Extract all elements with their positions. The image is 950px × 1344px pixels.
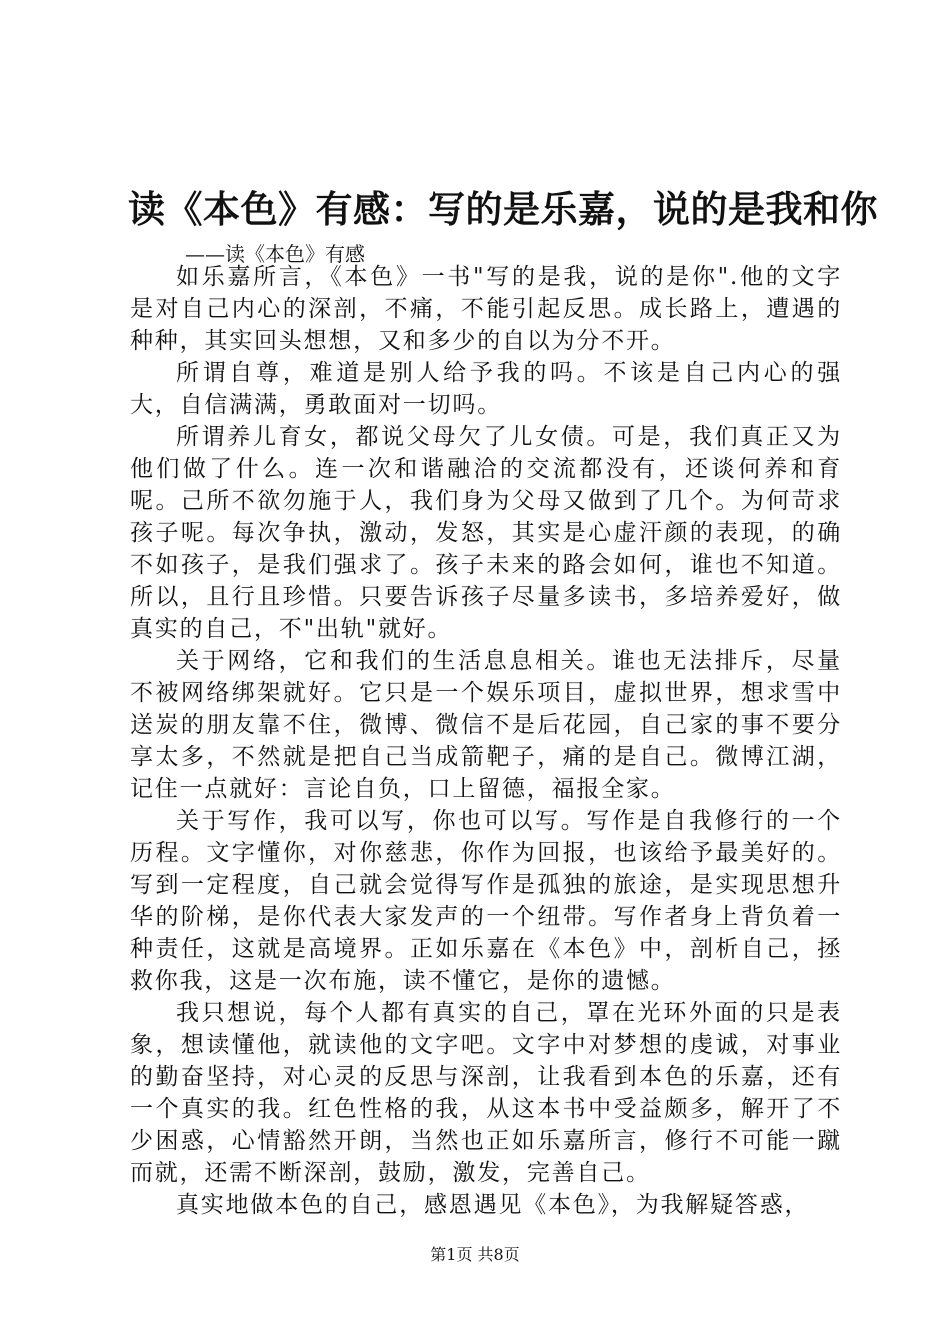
- paragraph: 所谓自尊，难道是别人给予我的吗。不该是自己内心的强大，自信满满，勇敢面对一切吗。: [130, 360, 842, 418]
- paragraph: 关于写作，我可以写，你也可以写。写作是自我修行的一个历程。文字懂你，对你慈悲，你作为回报，也该给予最美好的。写到一定程度，自己就会觉得写作是孤独的旅途，是实现思想升华的阶梯，是你代表大家发声的一个纽带。写作者身上背负着一种责任，这就是高境界。正如乐嘉在《本色》中，剖析自己，拯救你我，这是一次布施，读不懂它，是你的遗憾。: [130, 808, 842, 994]
- paragraph: 所谓养儿育女，都说父母欠了儿女债。可是，我们真正又为他们做了什么。连一次和谐融洽的交流都没有，还谈何养和育呢。己所不欲勿施于人，我们身为父母又做到了几个。为何苛求孩子呢。每次争执，激动，发怒，其实是心虚汗颜的表现，的确不如孩子，是我们强求了。孩子未来的路会如何，谁也不知道。所以，且行且珍惜。只要告诉孩子尽量多读书，多培养爱好，做真实的自己，不"出轨"就好。: [130, 424, 842, 642]
- paragraph: 如乐嘉所言，《本色》一书"写的是我，说的是你".他的文字是对自己内心的深剖，不痛，不能引起反思。成长路上，遭遇的种种，其实回头想想，又和多少的自以为分不开。: [130, 264, 842, 354]
- paragraph: 真实地做本色的自己，感恩遇见《本色》，为我解疑答惑，: [176, 1192, 810, 1218]
- document-subtitle: ——读《本色》有感: [185, 242, 365, 266]
- paragraph: 我只想说，每个人都有真实的自己，罩在光环外面的只是表象，想读懂他，就读他的文字吧。文字中对梦想的虔诚，对事业的勤奋坚持，对心灵的反思与深剖，让我看到本色的乐嘉，还有一个真实的我。红色性格的我，从这本书中受益颇多，解开了不少困惑，心情豁然开朗，当然也正如乐嘉所言，修行不可能一蹴而就，还需不断深剖，鼓励，激发，完善自己。: [130, 1000, 842, 1186]
- paragraph: 关于网络，它和我们的生活息息相关。谁也无法排斥，尽量不被网络绑架就好。它只是一个娱乐项目，虚拟世界，想求雪中送炭的朋友靠不住，微博、微信不是后花园，自己家的事不要分享太多，不然就是把自己当成箭靶子，痛的是自己。微博江湖，记住一点就好：言论自负，口上留德，福报全家。: [130, 648, 842, 802]
- page-footer: 第1页 共8页: [430, 1245, 520, 1264]
- document-body: [130, 261, 842, 1221]
- document-title: 读《本色》有感：写的是乐嘉，说的是我和你: [128, 187, 878, 231]
